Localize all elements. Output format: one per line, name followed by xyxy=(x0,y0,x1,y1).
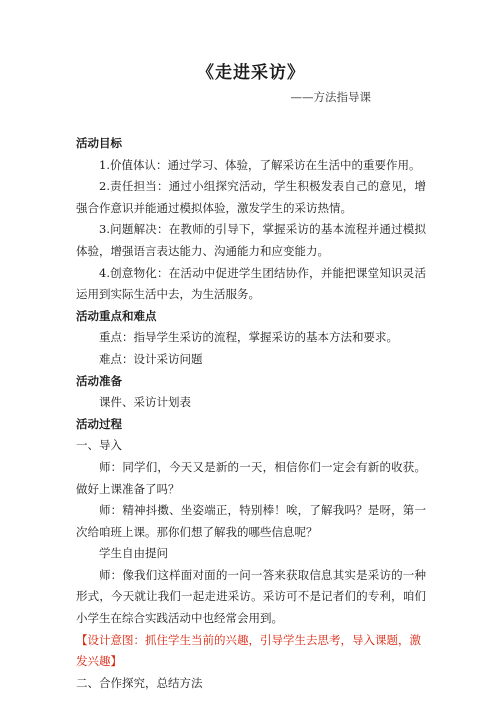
document-title: 《走进采访》 xyxy=(197,63,305,83)
goal-item-3: 3.问题解决：在教师的引导下，掌握采访的基本流程并通过模拟体验，增强语言表达能力、沟通能力和应变能力。 xyxy=(76,222,426,258)
document-body xyxy=(76,133,426,694)
document-subtitle: ——方法指导课 xyxy=(290,90,371,104)
teacher-line-3: 师：像我们这样面对面的一问一答来获取信息其实是采访的一种形式，今天就让我们一起走进采访。采访可不是记者们的专利，咱们小学生在综合实践活动中也经常会用到。 xyxy=(76,567,426,626)
preparation-text: 课件、采访计划表 xyxy=(99,395,191,410)
goal-item-1: 1.价值体认：通过学习、体验，了解采访在生活中的重要作用。 xyxy=(99,157,421,172)
document-page xyxy=(76,62,426,694)
section-heading-process: 活动过程 xyxy=(76,416,122,431)
student-activity: 学生自由提问 xyxy=(99,546,168,561)
section-heading-goals: 活动目标 xyxy=(76,136,122,150)
teacher-line-2: 师：精神抖擞、坐姿端正，特别棒！唉，了解我吗？是呀，第一次给咱班上课。那你们想了解我的哪些信息呢？ xyxy=(76,503,426,539)
process-step-2: 二、合作探究，总结方法 xyxy=(76,675,203,690)
key-point: 重点：指导学生采访的流程，掌握采访的基本方法和要求。 xyxy=(99,330,398,345)
section-heading-key-points: 活动重点和难点 xyxy=(76,308,157,323)
design-intent-note: 【设计意图：抓住学生当前的兴趣，引导学生去思考，导入课题，激发兴趣】 xyxy=(76,632,421,669)
teacher-line-1: 师：同学们，今天又是新的一天，相信你们一定会有新的收获。做好上课准备了吗？ xyxy=(76,459,426,496)
difficulty-point: 难点：设计采访问题 xyxy=(99,351,203,366)
goal-item-2: 2.责任担当：通过小组探究活动，学生积极发表自己的意见，增强合作意识并能通过模拟体验，激发学生的采访热情。 xyxy=(76,179,426,215)
section-heading-preparation: 活动准备 xyxy=(76,373,122,388)
goal-item-4: 4.创意物化：在活动中促进学生团结协作，并能把课堂知识灵活运用到实际生活中去，为生活服务。 xyxy=(76,265,426,302)
process-step-1: 一、导入 xyxy=(76,438,122,453)
